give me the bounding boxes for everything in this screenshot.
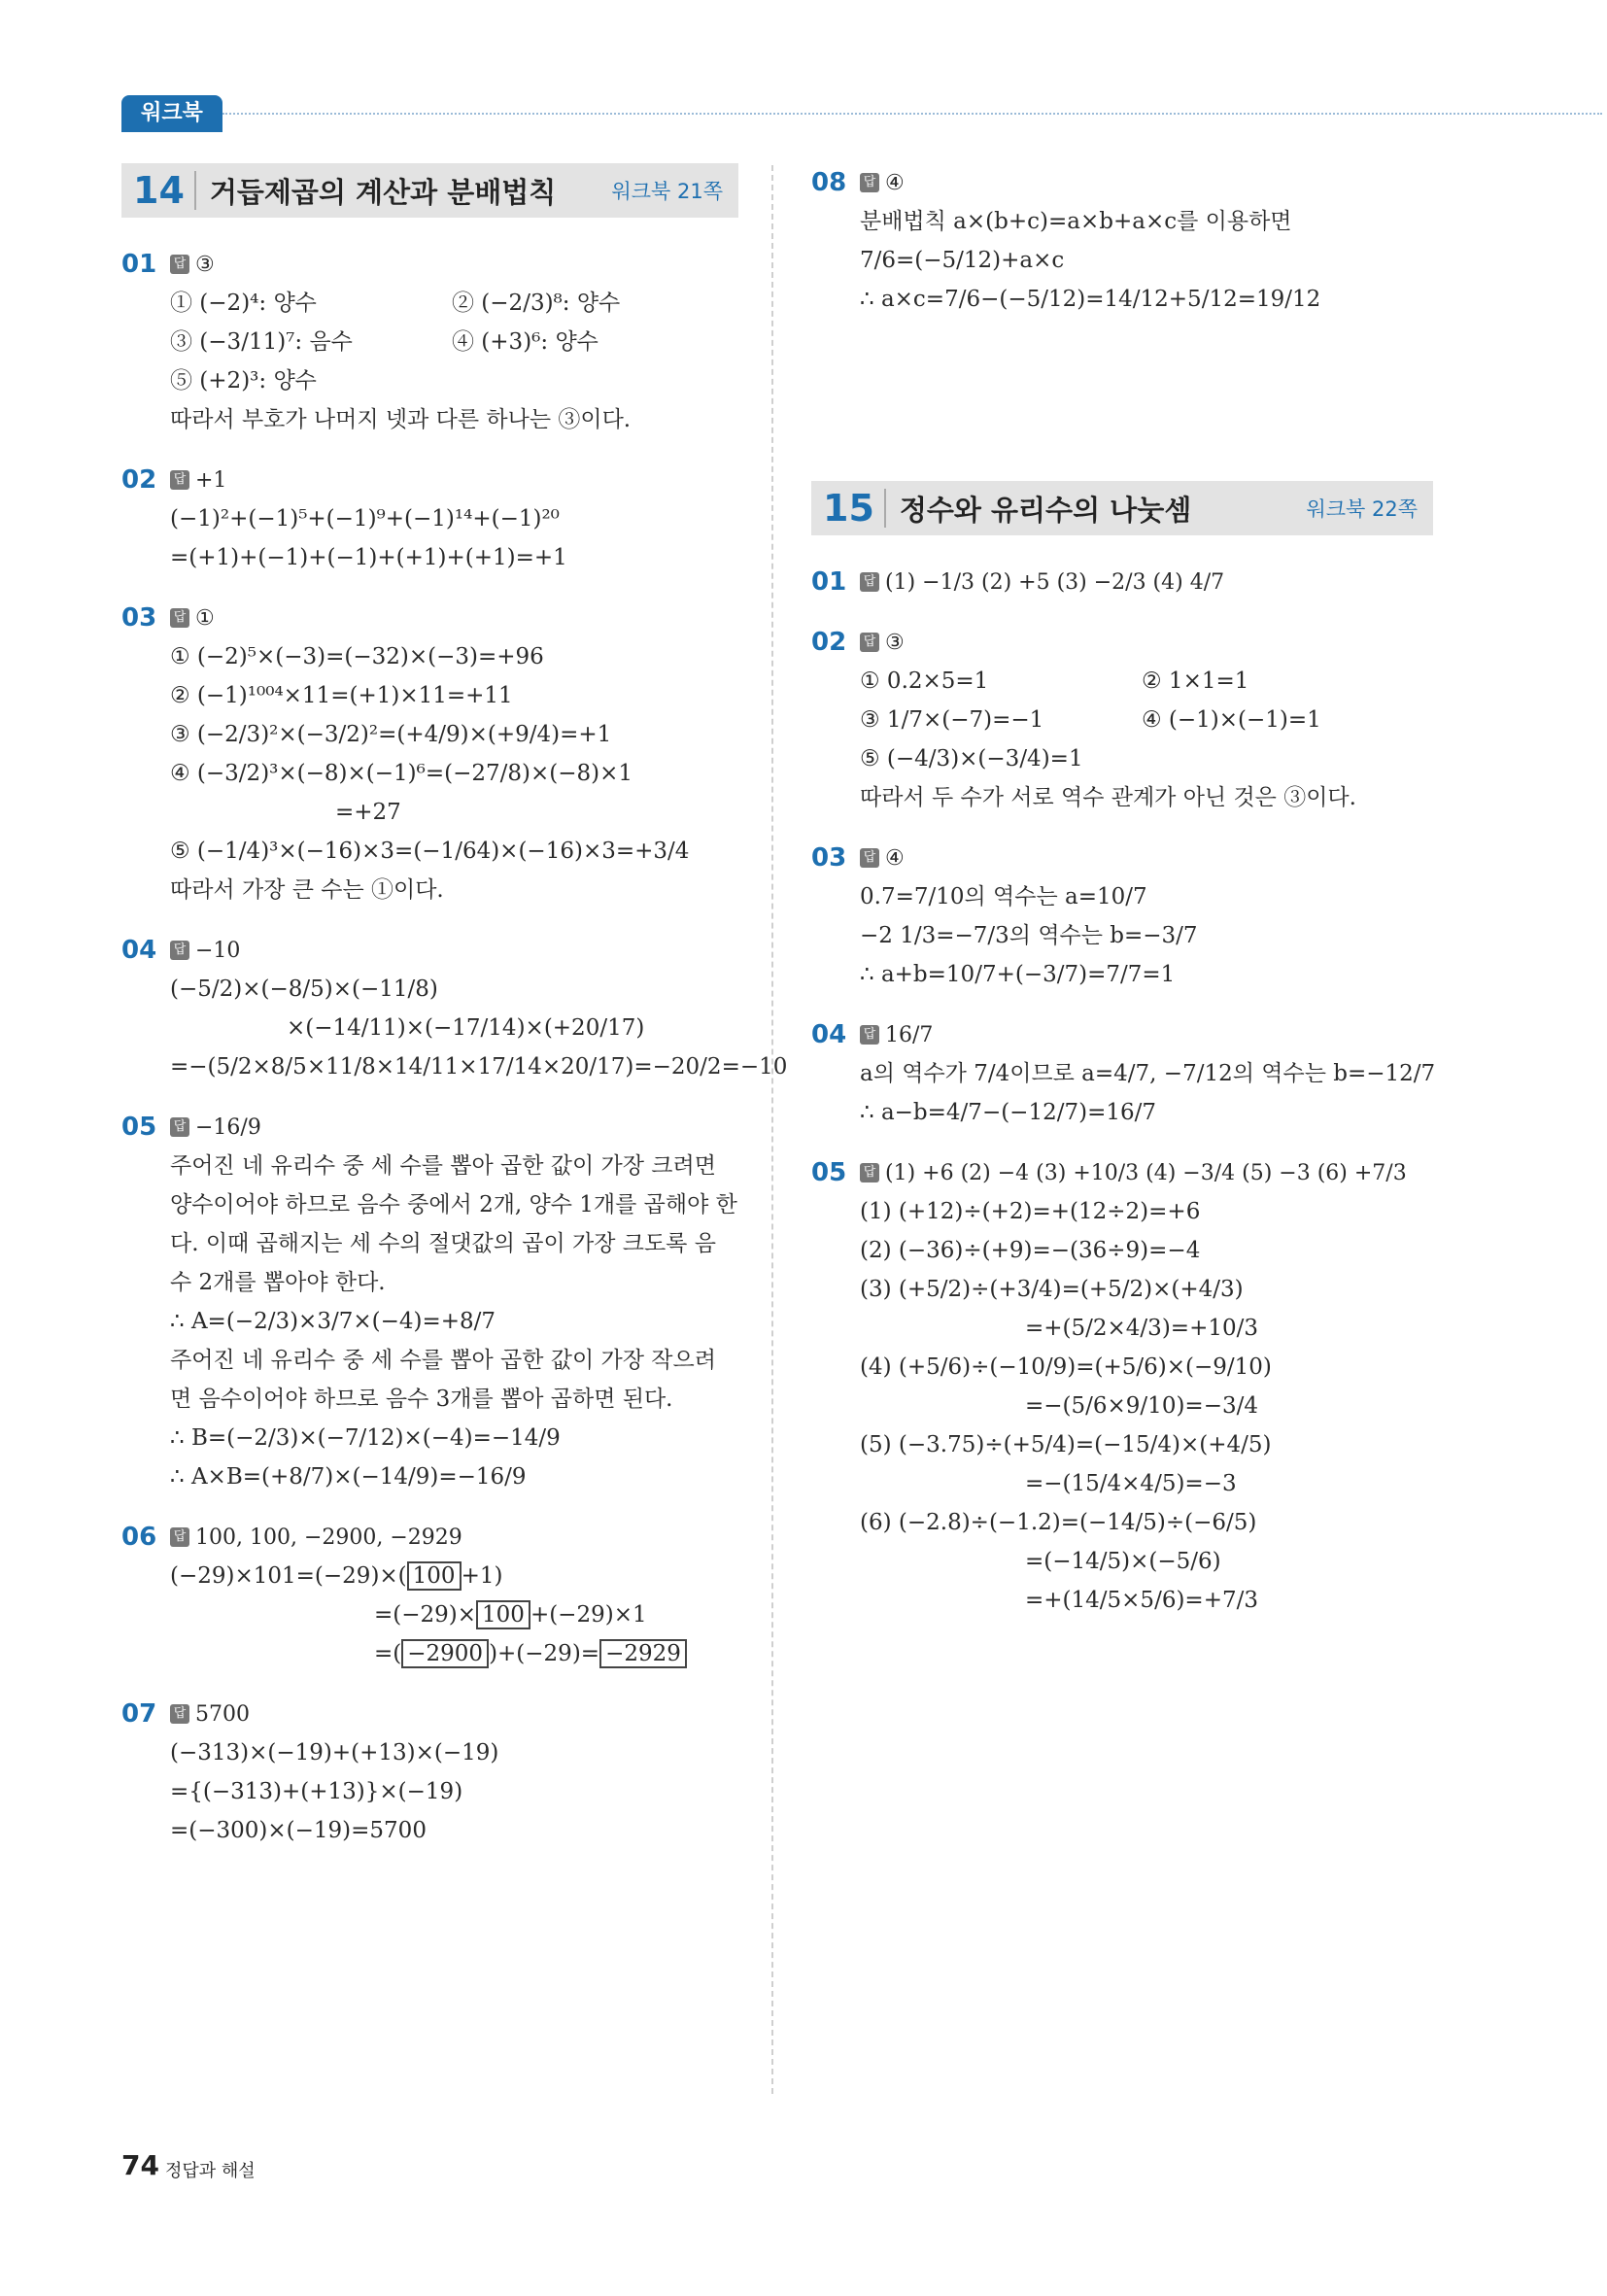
solution-line: =+27 <box>335 800 401 825</box>
solution-line: 면 음수이어야 하므로 음수 3개를 뽑아 곱하면 된다. <box>170 1387 673 1412</box>
solution-line: ① (−2)⁴: 양수 <box>170 291 317 316</box>
column-divider <box>771 165 773 2094</box>
solution-line: ① 0.2×5=1 <box>860 668 989 694</box>
solution-line: =(−14/5)×(−5/6) <box>1025 1549 1221 1574</box>
line-part: (−29)×101=(−29)×( <box>170 1563 407 1589</box>
problem-06 <box>121 1518 738 1673</box>
solution-line: 따라서 두 수가 서로 역수 관계가 아닌 것은 ③이다. <box>860 785 1356 810</box>
section-number: 14 <box>121 171 196 210</box>
solution-line: =(+1)+(−1)+(−1)+(+1)+(+1)=+1 <box>170 545 567 570</box>
answer-badge: 답 <box>860 1025 879 1045</box>
problem-15-04 <box>811 1015 1436 1132</box>
answer-badge: 답 <box>170 470 189 490</box>
solution-line: (6) (−2.8)÷(−1.2)=(−14/5)÷(−6/5) <box>860 1510 1257 1535</box>
solution-line: =+(14/5×5/6)=+7/3 <box>1025 1588 1258 1613</box>
solution-line: ∴ a×c=7/6−(−5/12)=14/12+5/12=19/12 <box>860 287 1321 312</box>
solution-line: ④ (−3/2)³×(−8)×(−1)⁶=(−27/8)×(−8)×1 <box>170 761 633 786</box>
solution-line: =(−300)×(−19)=5700 <box>170 1818 427 1843</box>
section-title: 거듭제곱의 계산과 분배법칙 <box>209 175 557 209</box>
problem-15-03 <box>811 839 1433 994</box>
problem-08 <box>811 163 1433 319</box>
workbook-tab: 워크북 <box>121 95 222 132</box>
problem-number: 02 <box>811 628 847 657</box>
answer-badge: 답 <box>170 1704 189 1724</box>
problem-15-05 <box>811 1153 1433 1620</box>
solution-line: (2) (−36)÷(+9)=−(36÷9)=−4 <box>860 1238 1201 1263</box>
answer-text: ① <box>195 605 215 631</box>
solution-line: −2 1/3=−7/3의 역수는 b=−3/7 <box>860 923 1198 948</box>
solution-line: (3) (+5/2)÷(+3/4)=(+5/2)×(+4/3) <box>860 1277 1244 1302</box>
solution-line: (−313)×(−19)+(+13)×(−19) <box>170 1740 499 1765</box>
blank-box: 100 <box>476 1600 530 1629</box>
solution-line: ×(−14/11)×(−17/14)×(+20/17) <box>287 1015 645 1041</box>
section-title: 정수와 유리수의 나눗셈 <box>899 493 1192 527</box>
workbook-reference: 워크북 22쪽 <box>1306 497 1418 521</box>
problem-03 <box>121 599 738 909</box>
solution-line: ={(−313)+(+13)}×(−19) <box>170 1779 463 1804</box>
problem-number: 05 <box>121 1113 157 1142</box>
problem-15-01 <box>811 563 1433 601</box>
header-dotted-line <box>222 113 1602 115</box>
answer-text: ④ <box>885 845 905 871</box>
solution-line: 0.7=7/10의 역수는 a=10/7 <box>860 884 1147 909</box>
section-number: 15 <box>811 489 886 528</box>
answer-text: 16/7 <box>885 1022 934 1047</box>
solution-line <box>121 1634 738 1673</box>
answer-badge: 답 <box>170 941 189 960</box>
answer-badge: 답 <box>170 1117 189 1137</box>
problem-number: 08 <box>811 168 847 197</box>
solution-line: (−5/2)×(−8/5)×(−11/8) <box>170 977 438 1002</box>
answer-text: −10 <box>195 938 241 963</box>
answer-text: ④ <box>885 170 905 195</box>
solution-line: 다. 이때 곱해지는 세 수의 절댓값의 곱이 가장 크도록 음 <box>170 1231 716 1256</box>
answer-text: (1) −1/3 (2) +5 (3) −2/3 (4) 4/7 <box>885 569 1225 595</box>
solution-line: (5) (−3.75)÷(+5/4)=(−15/4)×(+4/5) <box>860 1432 1272 1457</box>
problem-number: 02 <box>121 465 157 495</box>
answer-badge: 답 <box>170 608 189 628</box>
solution-line: 주어진 네 유리수 중 세 수를 뽑아 곱한 값이 가장 작으려 <box>170 1348 716 1373</box>
problem-05 <box>121 1108 738 1496</box>
solution-line: ∴ A=(−2/3)×3/7×(−4)=+8/7 <box>170 1309 496 1334</box>
answer-badge: 답 <box>170 255 189 274</box>
footer-label: 정답과 해설 <box>165 2161 256 2181</box>
solution-line: =+(5/2×4/3)=+10/3 <box>1025 1316 1258 1341</box>
solution-line: ④ (−1)×(−1)=1 <box>1142 707 1321 733</box>
answer-badge: 답 <box>860 173 879 192</box>
solution-line: ② (−2/3)⁸: 양수 <box>452 291 621 316</box>
left-column <box>121 163 788 1871</box>
solution-line: (4) (+5/6)÷(−10/9)=(+5/6)×(−9/10) <box>860 1354 1272 1380</box>
line-part: =(−29)× <box>374 1602 477 1628</box>
problem-01 <box>121 245 738 439</box>
solution-line: 따라서 가장 큰 수는 ①이다. <box>170 877 444 903</box>
solution-line: ⑤ (−4/3)×(−3/4)=1 <box>860 746 1083 771</box>
solution-line: 주어진 네 유리수 중 세 수를 뽑아 곱한 값이 가장 크려면 <box>170 1153 716 1179</box>
solution-line: ③ 1/7×(−7)=−1 <box>860 707 1044 733</box>
answer-badge: 답 <box>860 848 879 868</box>
answer-text: ③ <box>195 252 215 277</box>
solution-line: ∴ a−b=4/7−(−12/7)=16/7 <box>860 1100 1156 1125</box>
solution-line: ① (−2)⁵×(−3)=(−32)×(−3)=+96 <box>170 644 544 669</box>
solution-line: 수 2개를 뽑아야 한다. <box>170 1270 386 1295</box>
solution-line: 양수이어야 하므로 음수 중에서 2개, 양수 1개를 곱해야 한 <box>170 1192 737 1217</box>
problem-number: 03 <box>121 603 157 633</box>
solution-line: 따라서 부호가 나머지 넷과 다른 하나는 ③이다. <box>170 407 632 432</box>
answer-text: (1) +6 (2) −4 (3) +10/3 (4) −3/4 (5) −3 (6) +7/3 <box>885 1160 1407 1185</box>
solution-line: ⑤ (+2)³: 양수 <box>170 368 317 394</box>
problem-number: 04 <box>121 936 157 965</box>
solution-line: =−(5/6×9/10)=−3/4 <box>1025 1393 1258 1419</box>
blank-box: 100 <box>407 1561 462 1591</box>
solution-line: ∴ B=(−2/3)×(−7/12)×(−4)=−14/9 <box>170 1425 561 1451</box>
solution-line <box>121 1595 738 1634</box>
workbook-reference: 워크북 21쪽 <box>611 180 723 203</box>
problem-number: 03 <box>811 843 847 873</box>
solution-line: ④ (+3)⁶: 양수 <box>452 329 598 355</box>
problem-number: 05 <box>811 1158 847 1187</box>
line-part: =( <box>374 1641 402 1666</box>
solution-line: =−(15/4×4/5)=−3 <box>1025 1471 1237 1496</box>
problem-number: 01 <box>121 250 157 279</box>
solution-line: =−(5/2×8/5×11/8×14/11×17/14×20/17)=−20/2=−10 <box>170 1054 788 1079</box>
solution-line: ② 1×1=1 <box>1142 668 1249 694</box>
solution-line: (1) (+12)÷(+2)=+(12÷2)=+6 <box>860 1199 1201 1224</box>
right-column <box>811 163 1436 1641</box>
problem-07 <box>121 1695 738 1850</box>
solution-line: ③ (−3/11)⁷: 음수 <box>170 329 353 355</box>
answer-text: −16/9 <box>195 1114 261 1140</box>
answer-badge: 답 <box>170 1527 189 1547</box>
answer-badge: 답 <box>860 572 879 592</box>
answer-text: 100, 100, −2900, −2929 <box>195 1525 462 1550</box>
solution-line: ∴ a+b=10/7+(−3/7)=7/7=1 <box>860 962 1176 987</box>
section-header-14 <box>121 163 738 218</box>
solution-line: ⑤ (−1/4)³×(−16)×3=(−1/64)×(−16)×3=+3/4 <box>170 839 690 864</box>
line-part: )+(−29)= <box>489 1641 600 1666</box>
solution-line: ∴ A×B=(+8/7)×(−14/9)=−16/9 <box>170 1464 527 1490</box>
solution-line: (−1)²+(−1)⁵+(−1)⁹+(−1)¹⁴+(−1)²⁰ <box>170 506 560 531</box>
line-part: +1) <box>461 1563 503 1589</box>
problem-02 <box>121 461 738 577</box>
solution-line: ③ (−2/3)²×(−3/2)²=(+4/9)×(+9/4)=+1 <box>170 722 612 747</box>
answer-text: 5700 <box>195 1701 250 1727</box>
problem-number: 07 <box>121 1699 157 1729</box>
section-header-15 <box>811 481 1433 535</box>
blank-box: −2900 <box>401 1639 489 1668</box>
problem-number: 06 <box>121 1523 157 1552</box>
answer-badge: 답 <box>860 633 879 652</box>
solution-line: 7/6=(−5/12)+a×c <box>860 248 1065 273</box>
solution-line: a의 역수가 7/4이므로 a=4/7, −7/12의 역수는 b=−12/7 <box>860 1061 1436 1086</box>
page-number: 74 <box>121 2149 159 2181</box>
solution-line: ② (−1)¹⁰⁰⁴×11=(+1)×11=+11 <box>170 683 513 708</box>
problem-04 <box>121 931 788 1086</box>
line-part: +(−29)×1 <box>530 1602 647 1628</box>
answer-badge: 답 <box>860 1163 879 1182</box>
answer-text: +1 <box>195 467 227 493</box>
problem-number: 01 <box>811 567 847 597</box>
solution-line: 분배법칙 a×(b+c)=a×b+a×c를 이용하면 <box>860 209 1292 234</box>
blank-box: −2929 <box>599 1639 687 1668</box>
solution-line <box>121 1557 738 1595</box>
problem-15-02 <box>811 623 1433 817</box>
problem-number: 04 <box>811 1020 847 1049</box>
answer-text: ③ <box>885 630 905 655</box>
